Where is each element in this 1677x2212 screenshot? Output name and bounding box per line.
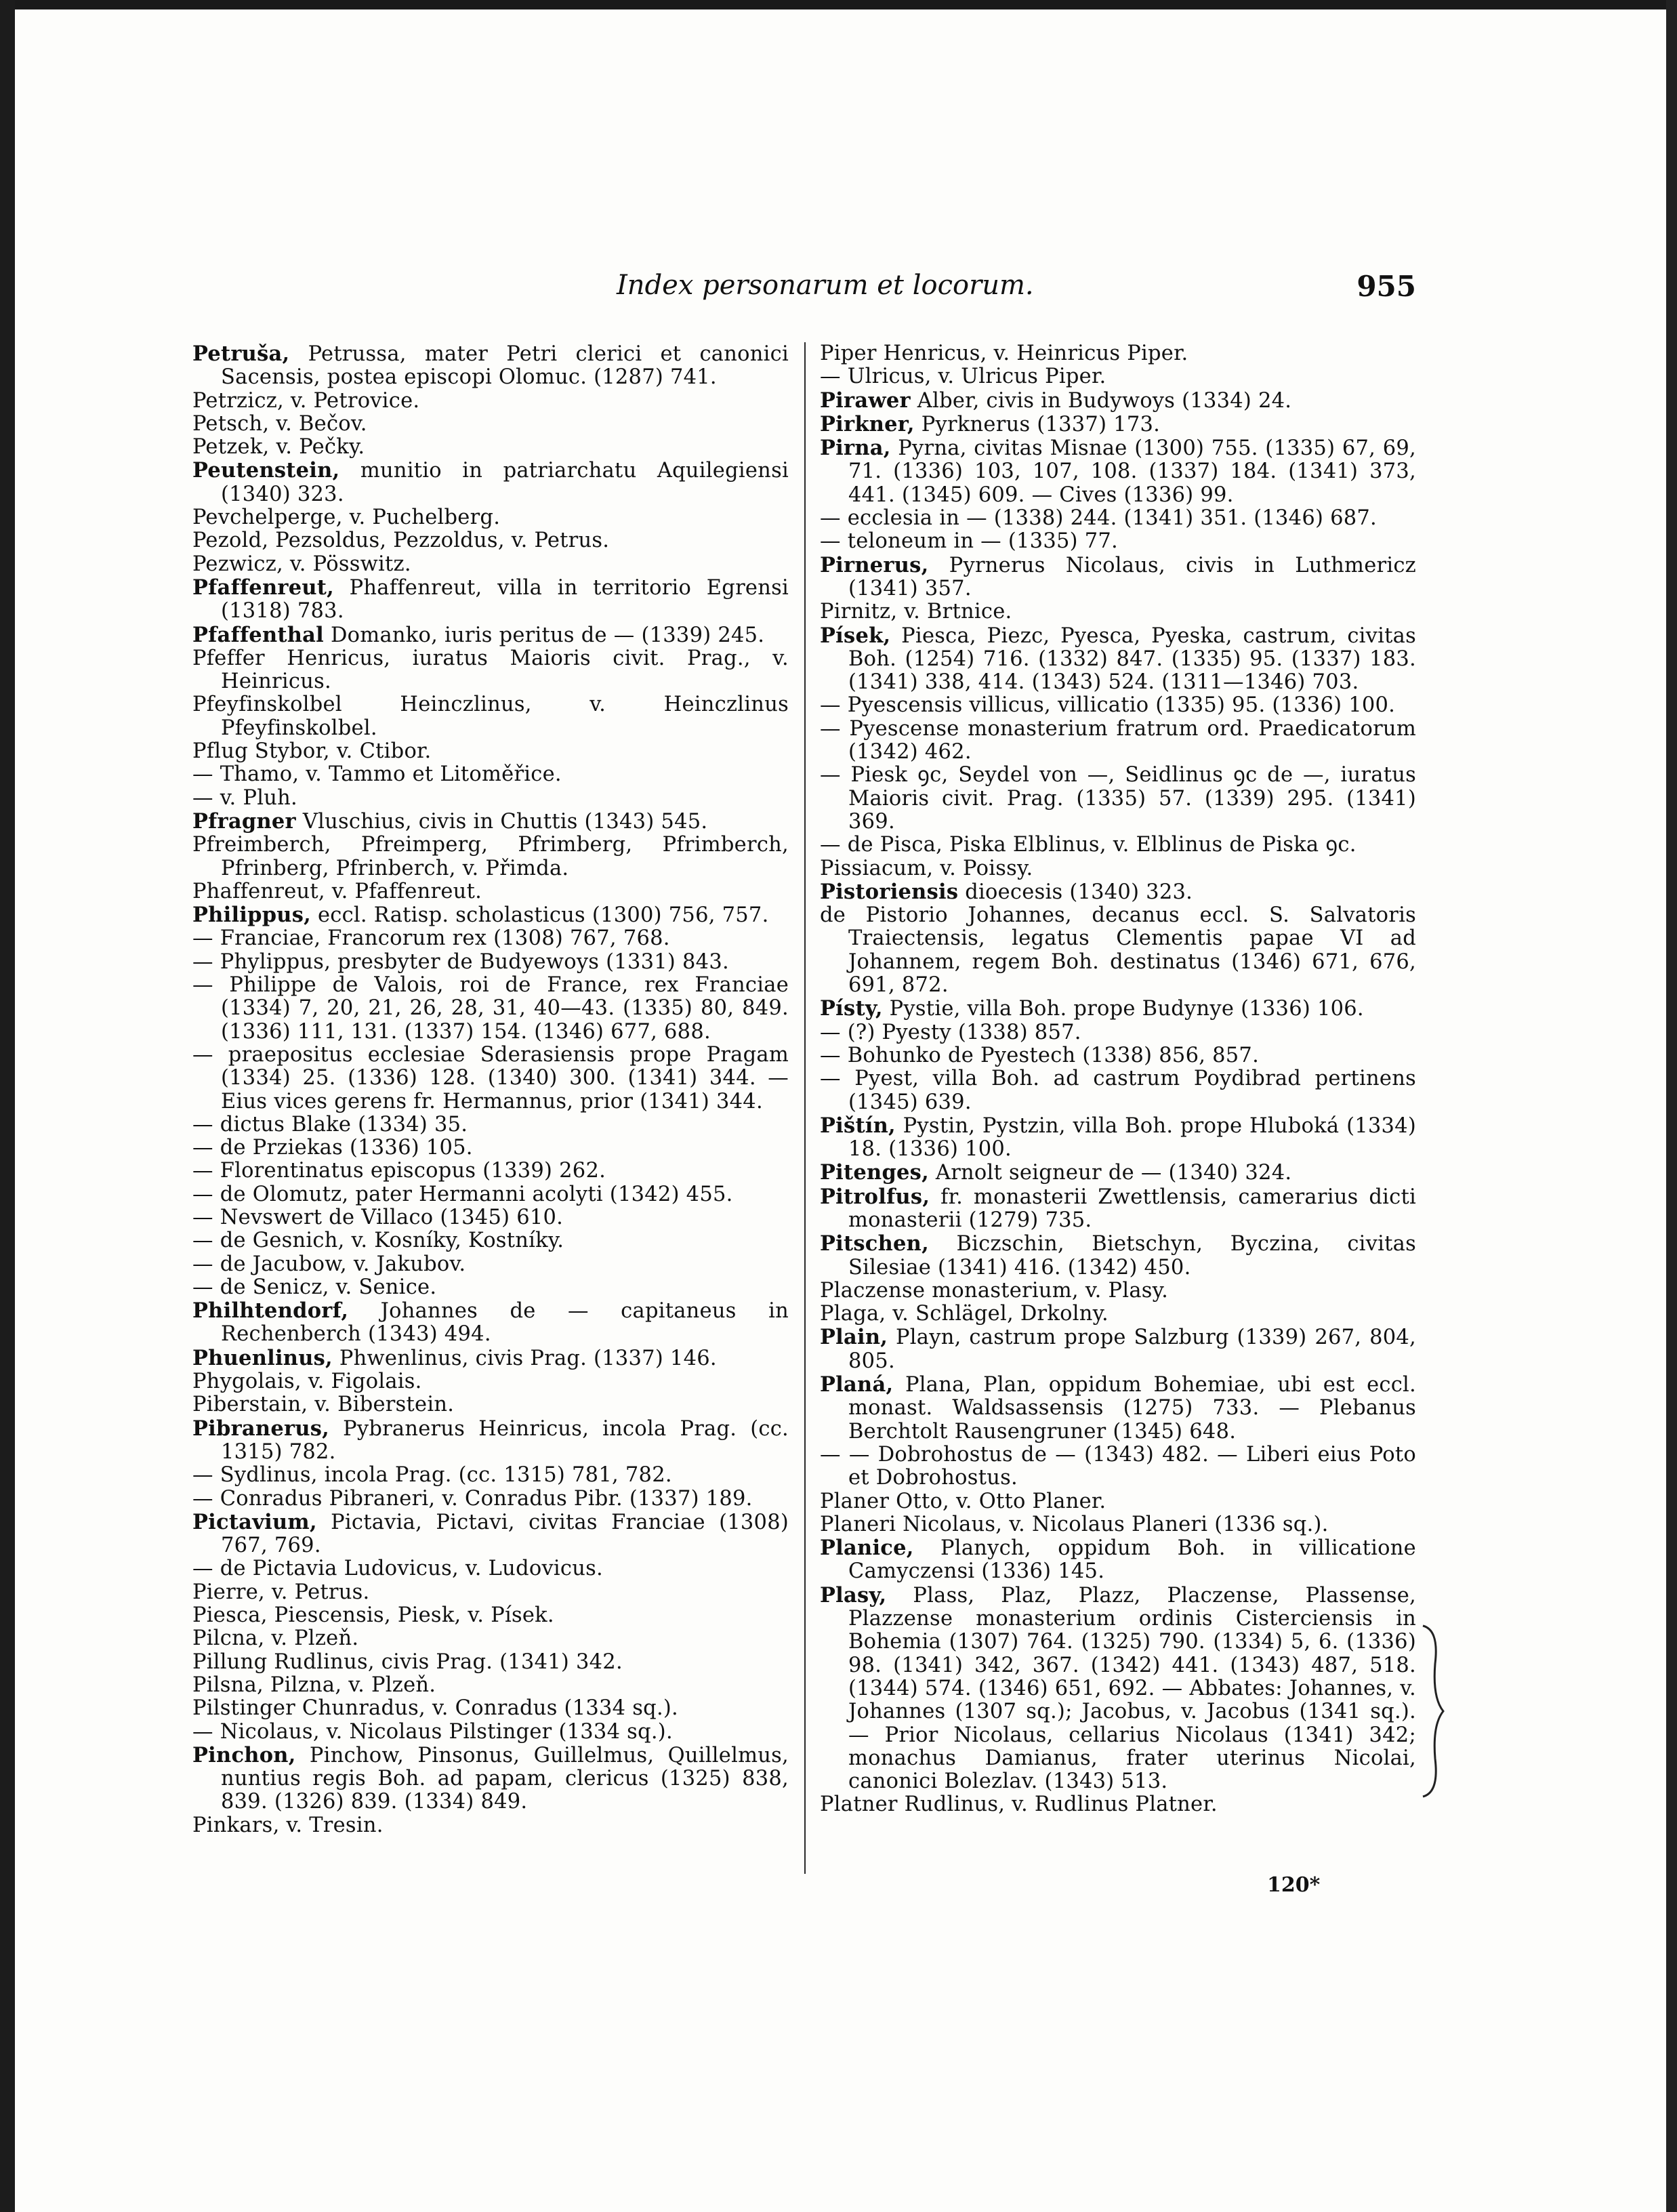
page-number: 955 — [1357, 270, 1416, 303]
entry-text: Phygolais, v. Figolais. — [192, 1370, 422, 1394]
index-entry — [820, 857, 1416, 880]
index-entry — [192, 623, 789, 647]
running-title: Index personarum et locorum. — [617, 270, 1034, 301]
entry-text: Pyrknerus (1337) 173. — [914, 412, 1161, 436]
index-entry — [192, 974, 789, 1044]
index-entry — [192, 553, 789, 576]
entry-headword: Pfaffenreut, — [192, 575, 334, 600]
entry-text: Piesca, Piezc, Pyesca, Pyeska, castrum, civitas Boh. (1254) 716. (1332) 847. (1335) 95. (1337) 183. (1341) 338, 414. (1343) 524. (1311—1346) 703. — [848, 623, 1416, 695]
index-entry — [192, 1464, 789, 1487]
index-entry — [192, 1229, 789, 1252]
entry-text: Biczschin, Bietschyn, Byczina, civitas Silesiae (1341) 416. (1342) 450. — [848, 1232, 1416, 1279]
index-entry — [192, 787, 789, 810]
entry-headword: Písty, — [820, 996, 883, 1021]
index-entry — [820, 342, 1416, 365]
entry-headword: Pictavium, — [192, 1509, 317, 1534]
entry-text: — Bohunko de Pyestech (1338) 856, 857. — [820, 1043, 1260, 1067]
entry-text: — ecclesia in — (1338) 244. (1341) 351. (1346) 687. — [820, 506, 1377, 531]
index-entry — [192, 1581, 789, 1604]
entry-text: Pissiacum, v. Poissy. — [820, 856, 1033, 880]
index-entry — [192, 1044, 789, 1113]
index-entry — [820, 834, 1416, 857]
entry-text: munitio in patriarchatu Aquilegiensi (1340) 323. — [221, 459, 789, 506]
entry-text: — v. Pluh. — [192, 785, 297, 810]
entry-text: — Franciae, Francorum rex (1308) 767, 768. — [192, 926, 670, 951]
entry-headword: Philippus, — [192, 903, 311, 928]
index-entry — [192, 880, 789, 903]
entry-text: Planeri Nicolaus, v. Nicolaus Planeri (1336 sq.). — [820, 1512, 1329, 1536]
entry-headword: Planice, — [820, 1536, 914, 1561]
index-entry — [192, 1744, 789, 1814]
index-entry — [192, 1347, 789, 1370]
index-entry — [820, 1044, 1416, 1067]
index-entry — [820, 1021, 1416, 1044]
entry-headword: Pirnerus, — [820, 552, 929, 577]
index-entry — [820, 1490, 1416, 1513]
index-entry — [820, 1373, 1416, 1443]
index-entry — [820, 1185, 1416, 1233]
index-entry — [192, 1417, 789, 1465]
entry-headword: Pirawer — [820, 388, 911, 413]
index-entry — [192, 810, 789, 834]
index-entry — [192, 740, 789, 763]
entry-text: — Pyest, villa Boh. ad castrum Poydibrad pertinens (1345) 639. — [820, 1067, 1416, 1114]
index-entry — [192, 1627, 789, 1650]
entry-text: Platner Rudlinus, v. Rudlinus Platner. — [820, 1793, 1218, 1817]
entry-text: — Pyescensis villicus, villicatio (1335) 95. (1336) 100. — [820, 693, 1396, 718]
entry-headword: Písek, — [820, 623, 891, 648]
entry-headword: Pibranerus, — [192, 1416, 330, 1441]
entry-text: — Philippe de Valois, roi de France, rex Franciae (1334) 7, 20, 21, 26, 28, 31, 40—43. (1335) 80, 849. (1336) 111, 131. (1337) 154. (1346) 677, 688. — [192, 973, 789, 1044]
entry-text: — Pyescense monasterium fratrum ord. Praedicatorum (1342) 462. — [820, 716, 1416, 764]
index-entry — [192, 1511, 789, 1558]
index-entry — [820, 694, 1416, 717]
index-entry — [192, 1697, 789, 1720]
index-entry — [192, 951, 789, 974]
entry-text: — de Jacubow, v. Jakubov. — [192, 1252, 466, 1276]
index-entry — [192, 1206, 789, 1229]
index-entry — [192, 390, 789, 413]
index-entry — [192, 1721, 789, 1744]
entry-text: Planer Otto, v. Otto Planer. — [820, 1489, 1106, 1513]
index-entry — [192, 647, 789, 694]
entry-text: Pyrna, civitas Misnae (1300) 755. (1335) 67, 69, 71. (1336) 103, 107, 108. (1337) 184. (1341) 373, 441. (1345) 609. — Cives (1336) 99. — [848, 436, 1416, 507]
entry-text: Pfreimberch, Pfreimperg, Pfrimberg, Pfrimberch, Pfrinberg, Pfrinberch, v. Přimda. — [192, 833, 789, 880]
index-entry — [192, 1557, 789, 1580]
entry-text: — Piesk ꝯc, Seydel von —, Seidlinus ꝯc de —, iuratus Maioris civit. Prag. (1335) 57. (1339) 295. (1341) 369. — [820, 763, 1416, 834]
entry-text: Planych, oppidum Boh. in villicatione Camyczensi (1336) 145. — [848, 1536, 1416, 1584]
entry-text: Pfeffer Henricus, iuratus Maioris civit. Prag., v. Heinricus. — [192, 646, 789, 694]
signature-mark: 120* — [1267, 1873, 1321, 1897]
entry-text: Piesca, Piescensis, Piesk, v. Písek. — [192, 1603, 554, 1628]
entry-headword: Plasy, — [820, 1582, 887, 1607]
entry-text: — de Pictavia Ludovicus, v. Ludovicus. — [192, 1557, 604, 1581]
index-entry — [192, 903, 789, 927]
entry-text: fr. monasterii Zwettlensis, camerarius dicti monasterii (1279) 735. — [848, 1185, 1416, 1232]
entry-text: Petrussa, mater Petri clerici et canonici Sacensis, postea episcopi Olomuc. (1287) 741. — [221, 342, 789, 390]
index-entry — [192, 1183, 789, 1206]
entry-text: Vluschius, civis in Chuttis (1343) 545. — [295, 809, 708, 834]
scan-border-right — [1666, 0, 1677, 2212]
entry-headword: Planá, — [820, 1372, 894, 1397]
entry-text: Petzek, v. Pečky. — [192, 435, 365, 459]
entry-text: Pystin, Pystzin, villa Boh. prope Hluboká (1334) 18. (1336) 100. — [848, 1113, 1416, 1162]
index-entry — [820, 1303, 1416, 1326]
index-entry — [820, 507, 1416, 530]
entry-text: Pflug Stybor, v. Ctibor. — [192, 739, 432, 764]
entry-text: — teloneum in — (1335) 77. — [820, 529, 1118, 554]
entry-text: Plaga, v. Schlägel, Drkolny. — [820, 1302, 1109, 1326]
column-divider — [804, 342, 806, 1874]
index-entry — [820, 554, 1416, 601]
entry-text: dioecesis (1340) 323. — [958, 880, 1193, 904]
entry-text: Plana, Plan, oppidum Bohemiae, ubi est eccl. monast. Waldsassensis (1275) 733. — Plebanus Berchtolt Rausengruner (1345) 648. — [848, 1373, 1416, 1443]
index-entry — [192, 576, 789, 623]
entry-text: Alber, civis in Budywoys (1334) 24. — [910, 388, 1292, 413]
index-entry — [820, 1513, 1416, 1536]
index-entry — [192, 1276, 789, 1299]
index-entry — [820, 365, 1416, 388]
entry-text: — praepositus ecclesiae Sderasiensis prope Pragam (1334) 25. (1336) 128. (1340) 300. (1341) 344. — Eius vices gerens fr. Hermannus, prior (1341) 344. — [192, 1042, 789, 1113]
index-entry — [192, 1651, 789, 1674]
entry-headword: Pfragner — [192, 808, 296, 834]
index-entry — [820, 718, 1416, 764]
index-column-right — [820, 342, 1416, 1817]
entry-text: de Pistorio Johannes, decanus eccl. S. Salvatoris Traiectensis, legatus Clementis papae VI ad Johannem, regem Boh. destinatus (1346) 671, 676, 691, 872. — [820, 903, 1416, 998]
entry-text: — de Senicz, v. Senice. — [192, 1275, 437, 1299]
index-entry — [192, 1604, 789, 1627]
index-entry — [192, 1488, 789, 1511]
entry-headword: Petruša, — [192, 342, 290, 366]
entry-text: Phwenlinus, civis Prag. (1337) 146. — [332, 1346, 717, 1370]
index-entry — [820, 1279, 1416, 1303]
index-entry — [192, 1253, 789, 1276]
index-entry — [820, 624, 1416, 695]
entry-text: — (?) Pyesty (1338) 857. — [820, 1020, 1081, 1044]
entry-text: Pfeyfinskolbel Heinczlinus, v. Heinczlinus Pfeyfinskolbel. — [192, 693, 789, 740]
index-entry — [192, 1113, 789, 1136]
index-entry — [820, 1793, 1416, 1816]
index-entry — [820, 436, 1416, 507]
entry-headword: Phuenlinus, — [192, 1345, 333, 1370]
entry-text: Pystie, villa Boh. prope Budynye (1336) 106. — [882, 997, 1364, 1021]
index-entry — [192, 342, 789, 390]
entry-text: Petsch, v. Bečov. — [192, 411, 367, 436]
index-entry — [820, 904, 1416, 997]
index-entry — [192, 693, 789, 740]
index-entry — [820, 1584, 1416, 1794]
entry-text: — Phylippus, presbyter de Budyewoys (1331) 843. — [192, 949, 729, 974]
entry-headword: Pinchon, — [192, 1742, 296, 1767]
index-entry — [820, 880, 1416, 904]
index-entry — [192, 1136, 789, 1160]
entry-text: Pezold, Pezsoldus, Pezzoldus, v. Petrus. — [192, 529, 610, 553]
entry-headword: Pitenges, — [820, 1160, 929, 1185]
index-entry — [192, 529, 789, 552]
entry-text: Pictavia, Pictavi, civitas Franciae (1308) 767, 769. — [221, 1510, 789, 1558]
index-entry — [820, 413, 1416, 436]
scan-border-top — [0, 0, 1677, 9]
index-entry — [192, 459, 789, 506]
entry-text: Pierre, v. Petrus. — [192, 1580, 370, 1604]
index-entry — [192, 1160, 789, 1183]
entry-text: Domanko, iuris peritus de — (1339) 245. — [324, 623, 765, 647]
entry-headword: Pistoriensis — [820, 879, 959, 904]
entry-headword: Pitrolfus, — [820, 1184, 930, 1209]
entry-text: Pilcna, v. Plzeň. — [192, 1626, 359, 1651]
entry-text: Pillung Rudlinus, civis Prag. (1341) 342. — [192, 1650, 623, 1674]
index-entry — [192, 834, 789, 880]
entry-text: Pybranerus Heinricus, incola Prag. (cc. 1315) 782. — [221, 1416, 789, 1464]
index-entry — [192, 506, 789, 529]
entry-text: Pevchelperge, v. Puchelberg. — [192, 506, 501, 530]
index-entry — [192, 763, 789, 786]
index-entry — [820, 1232, 1416, 1279]
entry-text: Pinkars, v. Tresin. — [192, 1813, 384, 1837]
index-entry — [820, 997, 1416, 1021]
entry-text: Pilsna, Pilzna, v. Plzeň. — [192, 1673, 436, 1697]
index-entry — [192, 436, 789, 459]
entry-text: — Sydlinus, incola Prag. (cc. 1315) 781, 782. — [192, 1463, 672, 1488]
entry-text: — — Dobrohostus de — (1343) 482. — Liberi eius Poto et Dobrohostus. — [820, 1442, 1416, 1490]
entry-text: — Nevswert de Villaco (1345) 610. — [192, 1205, 564, 1229]
entry-text: — de Gesnich, v. Kosníky, Kostníky. — [192, 1229, 564, 1253]
index-entry — [192, 1814, 789, 1837]
index-entry — [820, 530, 1416, 553]
entry-headword: Pirkner, — [820, 411, 915, 436]
index-entry — [192, 1370, 789, 1393]
entry-text: Plass, Plaz, Plazz, Placzense, Plassense, Plazzense monasterium ordinis Cisterciensis in Bohemia (1307) 764. (1325) 790. (1334) 5, 6. (1336) 98. (1341) 342, 367. (1342) 441. (1343) 487, 518. (1344) 574. (1346) 651, 692. — Abbates: Johannes, v. Johannes (1307 sq.); Jacobus, v. Jacobus (1341 sq.). — Prior Nicolaus, cellarius Nicolaus (1341) 342; monachus Damianus, frater uterinus Nicolai, canonici Bolezlav. (1343) 513. — [848, 1583, 1416, 1794]
entry-text: eccl. Ratisp. scholasticus (1300) 756, 757. — [311, 903, 769, 928]
index-entry — [820, 1443, 1416, 1490]
entry-text: Piberstain, v. Biberstein. — [192, 1393, 455, 1417]
entry-text: — Florentinatus episcopus (1339) 262. — [192, 1159, 606, 1183]
entry-text: Johannes de — capitaneus in Rechenberch (1343) 494. — [221, 1299, 789, 1347]
entry-headword: Peutenstein, — [192, 458, 340, 483]
entry-text: — dictus Blake (1334) 35. — [192, 1112, 468, 1136]
entry-text: — de Pisca, Piska Elblinus, v. Elblinus de Piska ꝯc. — [820, 833, 1357, 857]
entry-text: Pyrnerus Nicolaus, civis in Luthmericz (1341) 357. — [848, 553, 1416, 600]
entry-text: — de Olomutz, pater Hermanni acolyti (1342) 455. — [192, 1182, 733, 1206]
entry-text: Piper Henricus, v. Heinricus Piper. — [820, 342, 1188, 365]
index-entry — [820, 1114, 1416, 1162]
entry-text: Playn, castrum prope Salzburg (1339) 267, 804, 805. — [848, 1326, 1416, 1373]
page-header — [190, 270, 1416, 302]
entry-text: Phaffenreut, villa in territorio Egrensi (1318) 783. — [221, 575, 789, 623]
entry-headword: Pištín, — [820, 1113, 896, 1138]
entry-text: Petrzicz, v. Petrovice. — [192, 388, 420, 413]
entry-text: Pilstinger Chunradus, v. Conradus (1334 sq.). — [192, 1696, 678, 1721]
handwritten-brace-mark — [1420, 1623, 1447, 1799]
index-entry — [820, 1067, 1416, 1114]
index-entry — [192, 1393, 789, 1416]
entry-text: Pirnitz, v. Brtnice. — [820, 600, 1012, 624]
index-entry — [192, 413, 789, 436]
entry-headword: Pirna, — [820, 436, 891, 461]
entry-text: — Nicolaus, v. Nicolaus Pilstinger (1334 sq.). — [192, 1719, 673, 1744]
entry-headword: Plain, — [820, 1325, 888, 1350]
index-entry — [820, 1161, 1416, 1185]
index-entry — [820, 389, 1416, 413]
entry-text: Pezwicz, v. Pösswitz. — [192, 552, 411, 576]
entry-text: — Thamo, v. Tammo et Litoměřice. — [192, 762, 562, 787]
index-entry — [192, 927, 789, 950]
entry-text: — de Prziekas (1336) 105. — [192, 1136, 473, 1160]
index-entry — [820, 600, 1416, 623]
index-entry — [820, 1536, 1416, 1584]
entry-text: — Conradus Pibraneri, v. Conradus Pibr. (1337) 189. — [192, 1486, 753, 1511]
entry-headword: Pfaffenthal — [192, 622, 325, 647]
entry-text: Placzense monasterium, v. Plasy. — [820, 1278, 1169, 1303]
index-entry — [192, 1299, 789, 1347]
entry-text: Phaffenreut, v. Pfaffenreut. — [192, 879, 482, 903]
entry-text: — Ulricus, v. Ulricus Piper. — [820, 365, 1106, 389]
index-column-left — [192, 342, 789, 1837]
entry-text: Pinchow, Pinsonus, Guillelmus, Quillelmus, nuntius regis Boh. ad papam, clericus (1325) 838, 839. (1326) 839. (1334) 849. — [221, 1743, 789, 1814]
scan-border-left — [0, 0, 15, 2212]
entry-headword: Pitschen, — [820, 1231, 929, 1256]
entry-headword: Philhtendorf, — [192, 1298, 349, 1324]
index-entry — [820, 1326, 1416, 1373]
index-entry — [192, 1674, 789, 1697]
index-entry — [820, 764, 1416, 834]
entry-text: Arnolt seigneur de — (1340) 324. — [928, 1161, 1292, 1185]
